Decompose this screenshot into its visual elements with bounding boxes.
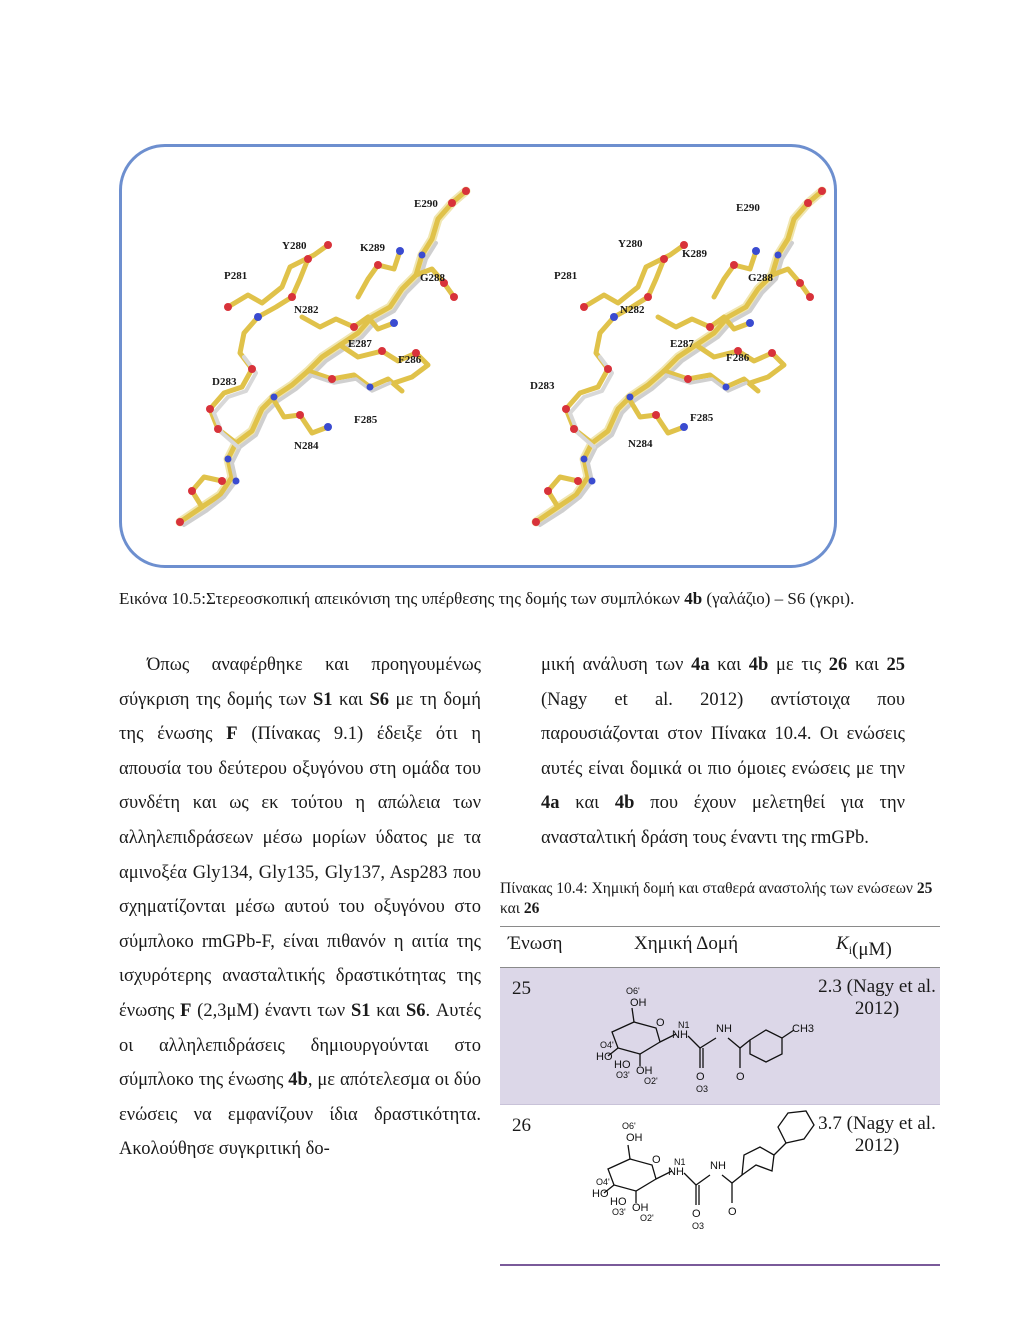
chemical-structure-25: [560, 968, 820, 1104]
svg-text:G288: G288: [748, 272, 774, 284]
svg-text:N282: N282: [620, 304, 645, 316]
compound-id: 25: [512, 978, 531, 999]
svg-text:O3': O3': [612, 1207, 626, 1217]
compound-id: 26: [512, 1115, 531, 1136]
svg-text:O: O: [656, 1017, 665, 1029]
svg-text:O: O: [696, 1071, 705, 1083]
svg-text:O3: O3: [692, 1221, 705, 1231]
svg-text:N284: N284: [628, 438, 653, 450]
table-caption: Πίνακας 10.4: Χημική δομή και σταθερά αναστολής των ενώσεων 25 και 26: [500, 880, 933, 917]
table-header: [500, 926, 940, 968]
svg-text:F285: F285: [690, 412, 714, 424]
svg-text:Y280: Y280: [618, 238, 643, 250]
svg-text:O6': O6': [626, 986, 640, 996]
bottom-rule: [500, 1264, 940, 1266]
svg-text:D283: D283: [212, 376, 237, 388]
svg-text:HO: HO: [592, 1188, 609, 1200]
svg-text:P281: P281: [224, 270, 248, 282]
svg-text:NH: NH: [710, 1160, 726, 1172]
svg-text:K289: K289: [360, 242, 386, 254]
svg-text:O: O: [652, 1154, 661, 1166]
header-structure: Χημική Δομή: [634, 933, 739, 954]
figure-caption: Εικόνα 10.5:Στερεοσκοπική απεικόνιση της υπέρθεσης της δομής των συμπλόκων 4b (γαλάζιο) – S6 (γκρι).: [119, 589, 855, 608]
svg-text:N284: N284: [294, 440, 319, 452]
svg-text:Y280: Y280: [282, 240, 307, 252]
svg-text:O: O: [728, 1206, 737, 1218]
svg-text:HO: HO: [614, 1059, 631, 1071]
substituent-label: CH3: [792, 1023, 815, 1035]
header-compound: Ένωση: [508, 933, 563, 954]
svg-text:F286: F286: [726, 352, 750, 364]
svg-text:NH: NH: [716, 1023, 732, 1035]
svg-text:OH: OH: [636, 1065, 653, 1077]
svg-text:K289: K289: [682, 248, 708, 260]
svg-text:E287: E287: [670, 338, 694, 350]
ki-value: 2.3 (Nagy et al. 2012): [818, 976, 936, 1019]
svg-text:F285: F285: [354, 414, 378, 426]
svg-text:HO: HO: [596, 1051, 613, 1063]
svg-text:HO: HO: [610, 1196, 627, 1208]
svg-text:N1: N1: [678, 1020, 690, 1030]
svg-text:E290: E290: [414, 198, 438, 210]
svg-text:D283: D283: [530, 380, 555, 392]
svg-text:P281: P281: [554, 270, 578, 282]
svg-text:N1: N1: [674, 1157, 686, 1167]
svg-text:O3': O3': [616, 1070, 630, 1080]
svg-text:F286: F286: [398, 354, 422, 366]
svg-text:O6': O6': [622, 1121, 636, 1131]
svg-text:O4': O4': [596, 1177, 610, 1187]
stereo-structure-image: [122, 147, 834, 565]
svg-text:O: O: [736, 1071, 745, 1083]
svg-text:NH: NH: [672, 1029, 688, 1041]
table-row: [500, 968, 940, 1105]
table-row: [500, 1105, 940, 1240]
compound-table: [500, 926, 940, 1240]
svg-text:O2': O2': [640, 1213, 654, 1223]
svg-text:O3: O3: [696, 1084, 709, 1094]
svg-text:O2': O2': [644, 1076, 658, 1086]
header-ki: $K_i$ (μΜ): [836, 933, 892, 960]
svg-text:NH: NH: [668, 1166, 684, 1178]
svg-text:OH: OH: [626, 1132, 643, 1144]
svg-text:N282: N282: [294, 304, 319, 316]
svg-text:O: O: [692, 1208, 701, 1220]
chemical-structure-26: [560, 1105, 820, 1240]
svg-text:E290: E290: [736, 202, 760, 214]
svg-text:E287: E287: [348, 338, 372, 350]
right-column-text: μική ανάλυση των 4a και 4b με τις 26 και 25 (Nagy et al. 2012) αντίστοιχα που παρουσιάζονται στον Πίνακα 10.4. Οι ενώσεις αυτές είναι δομικά οι πιο όμοιες ενώσεις με την 4a και 4b που έχουν μελετηθεί για την ανασταλτική δράση τους έναντι της rmGPb.: [541, 655, 905, 848]
svg-text:OH: OH: [632, 1202, 649, 1214]
stereo-figure: [119, 144, 837, 568]
left-column-text: Όπως αναφέρθηκε και προηγουμένως σύγκριση της δομής των S1 και S6 με τη δομή της ένωσης F (Πίνακας 9.1) έδειξε ότι η απουσία του δεύτερου οξυγόνου στη ομάδα του συνδέτη και ως εκ τούτου η απώλεια των αλληλεπιδράσεων μέσω μορίων ύδατος με τα αμινοξέα Gly134, Gly135, Gly137, Asp283 που σχηματίζονται μέσω αυτού του οξυγόνου στο σύμπλοκο rmGPb-F, είναι πιθανόν η αιτία της ισχυρότερης ανασταλτικής δραστικότητας της ένωσης F (2,3μΜ) έναντι των S1 και S6. Αυτές οι αλληλεπιδράσεις δημιουργούνται στο σύμπλοκο της ένωσης 4b, με απότελεσμα οι δύο ενώσεις να εμφανίζουν ίδια δραστικότητα. Ακολούθησε συγκριτική δο-: [119, 655, 481, 1160]
svg-text:G288: G288: [420, 272, 446, 284]
svg-text:OH: OH: [630, 997, 647, 1009]
ki-value: 3.7 (Nagy et al. 2012): [818, 1113, 936, 1156]
svg-text:O4': O4': [600, 1040, 614, 1050]
